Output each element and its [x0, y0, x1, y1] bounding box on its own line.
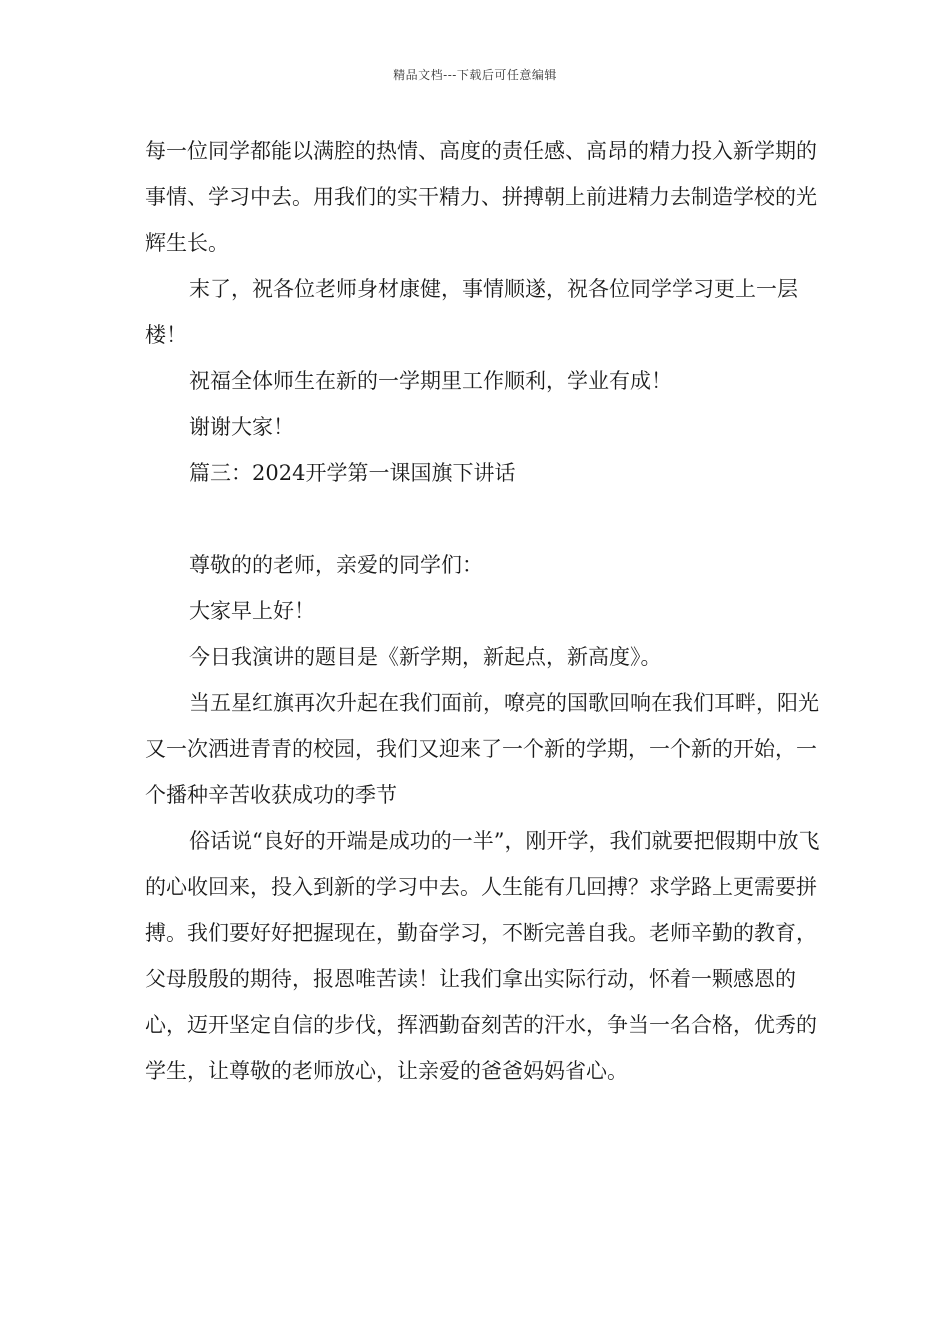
- document-body: [145, 128, 835, 1094]
- section-title: 篇三：2024开学第一课国旗下讲话: [189, 461, 516, 485]
- paragraph-flag-raising: 当五星红旗再次升起在我们面前，嘹亮的国歌回响在我们耳畔，阳光又一次洒进青青的校园，我们又迎来了一个新的学期，一个新的开始，一个播种辛苦收获成功的季节: [145, 691, 819, 807]
- paragraph-blessing: 祝福全体师生在新的一学期里工作顺利，学业有成！: [189, 369, 672, 393]
- paragraph-thanks: 谢谢大家！: [189, 415, 294, 439]
- paragraph-salutation: 尊敬的的老师，亲爱的同学们：: [189, 553, 483, 577]
- paragraph-speech-topic: 今日我演讲的题目是《新学期，新起点，新高度》。: [189, 645, 662, 669]
- paragraph-closing-wishes: 末了，祝各位老师身材康健，事情顺遂，祝各位同学学习更上一层楼！: [145, 277, 798, 347]
- paragraph-greeting: 大家早上好！: [189, 599, 315, 623]
- page-header: 精品文档---下载后可任意编辑: [393, 68, 557, 82]
- paragraph-good-start: 俗话说“良好的开端是成功的一半”，刚开学，我们就要把假期中放飞的心收回来，投入到新的学习中去。人生能有几回搏？求学路上更需要拼搏。我们要好好把握现在，勤奋学习，不断完善自我。老师辛勤的教育，父母殷殷的期待，报恩唯苦读！让我们拿出实际行动，怀着一颗感恩的心，迈开坚定自信的步伐，挥洒勤奋刻苦的汗水，争当一名合格，优秀的学生，让尊敬的老师放心，让亲爱的爸爸妈妈省心。: [145, 829, 820, 1083]
- paragraph-continuation: 每一位同学都能以满腔的热情、高度的责任感、高昂的精力投入新学期的事情、学习中去。用我们的实干精力、拼搏朝上前进精力去制造学校的光辉生长。: [145, 139, 817, 255]
